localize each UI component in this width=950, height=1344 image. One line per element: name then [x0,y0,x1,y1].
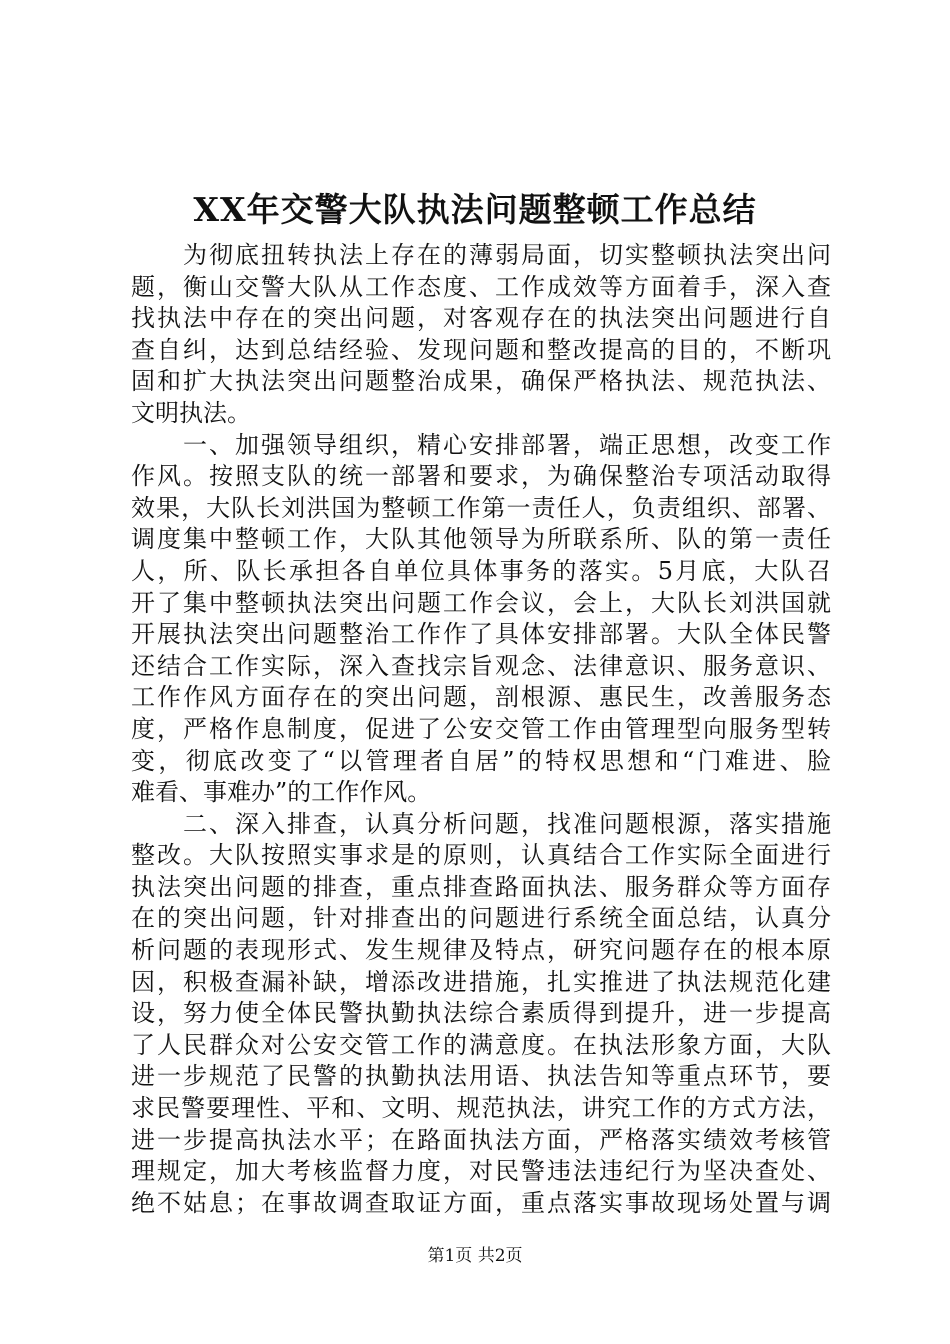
text-line: 效果，大队长刘洪国为整顿工作第一责任人，负责组织、部署、 [131,493,831,522]
text-line: 难看、事难办”的工作作风。 [131,778,432,807]
text-line: 因，积极查漏补缺，增添改进措施，扎实推进了执法规范化建 [131,967,831,996]
text-line: 找执法中存在的突出问题，对客观存在的执法突出问题进行自 [131,304,831,333]
text-line: 调度集中整顿工作，大队其他领导为所联系所、队的第一责任 [131,525,831,554]
text-line: 二、深入排查，认真分析问题，找准问题根源，落实措施 [131,809,831,838]
text-line: 执法突出问题的排查，重点排查路面执法、服务群众等方面存 [131,872,831,901]
text-line: 进一步提高执法水平；在路面执法方面，严格落实绩效考核管 [131,1125,831,1154]
text-line: 整改。大队按照实事求是的原则，认真结合工作实际全面进行 [131,841,831,870]
text-line: 题，衡山交警大队从工作态度、工作成效等方面着手，深入查 [131,272,831,301]
text-line: 进一步规范了民警的执勤执法用语、执法告知等重点环节，要 [131,1062,831,1091]
text-line: 文明执法。 [131,398,251,427]
document-title: XX年交警大队执法问题整顿工作总结 [193,190,757,229]
text-line: 还结合工作实际，深入查找宗旨观念、法律意识、服务意识、 [131,651,831,680]
text-line: 度，严格作息制度，促进了公安交管工作由管理型向服务型转 [131,714,831,743]
text-line: 开展执法突出问题整治工作作了具体安排部署。大队全体民警 [131,620,831,649]
text-line: 求民警要理性、平和、文明、规范执法，讲究工作的方式方法， [131,1094,831,1123]
page-footer: 第1页 共2页 [427,1246,523,1266]
text-line: 绝不姑息；在事故调查取证方面，重点落实事故现场处置与调 [131,1188,831,1217]
text-line: 固和扩大执法突出问题整治成果，确保严格执法、规范执法、 [131,367,831,396]
text-line: 在的突出问题，针对排查出的问题进行系统全面总结，认真分 [131,904,831,933]
text-line: 了人民群众对公安交管工作的满意度。在执法形象方面，大队 [131,1030,831,1059]
text-line: 变，彻底改变了“以管理者自居”的特权思想和“门难进、脸 [131,746,831,775]
text-line: 一、加强领导组织，精心安排部署，端正思想，改变工作 [131,430,831,459]
text-line: 为彻底扭转执法上存在的薄弱局面，切实整顿执法突出问 [131,241,831,269]
text-line: 开了集中整顿执法突出问题工作会议，会上，大队长刘洪国就 [131,588,831,617]
text-line: 查自纠，达到总结经验、发现问题和整改提高的目的，不断巩 [131,335,831,364]
text-line: 理规定，加大考核监督力度，对民警违法违纪行为坚决查处、 [131,1157,831,1186]
text-line: 工作作风方面存在的突出问题，剖根源、惠民生，改善服务态 [131,683,831,712]
text-line: 析问题的表现形式、发生规律及特点，研究问题存在的根本原 [131,936,831,965]
document-body [131,240,831,1219]
text-line: 设，努力使全体民警执勤执法综合素质得到提升，进一步提高 [131,999,831,1028]
text-line: 人，所、队长承担各自单位具体事务的落实。5月底，大队召 [131,556,831,585]
text-line: 作风。按照支队的统一部署和要求，为确保整治专项活动取得 [131,462,831,491]
